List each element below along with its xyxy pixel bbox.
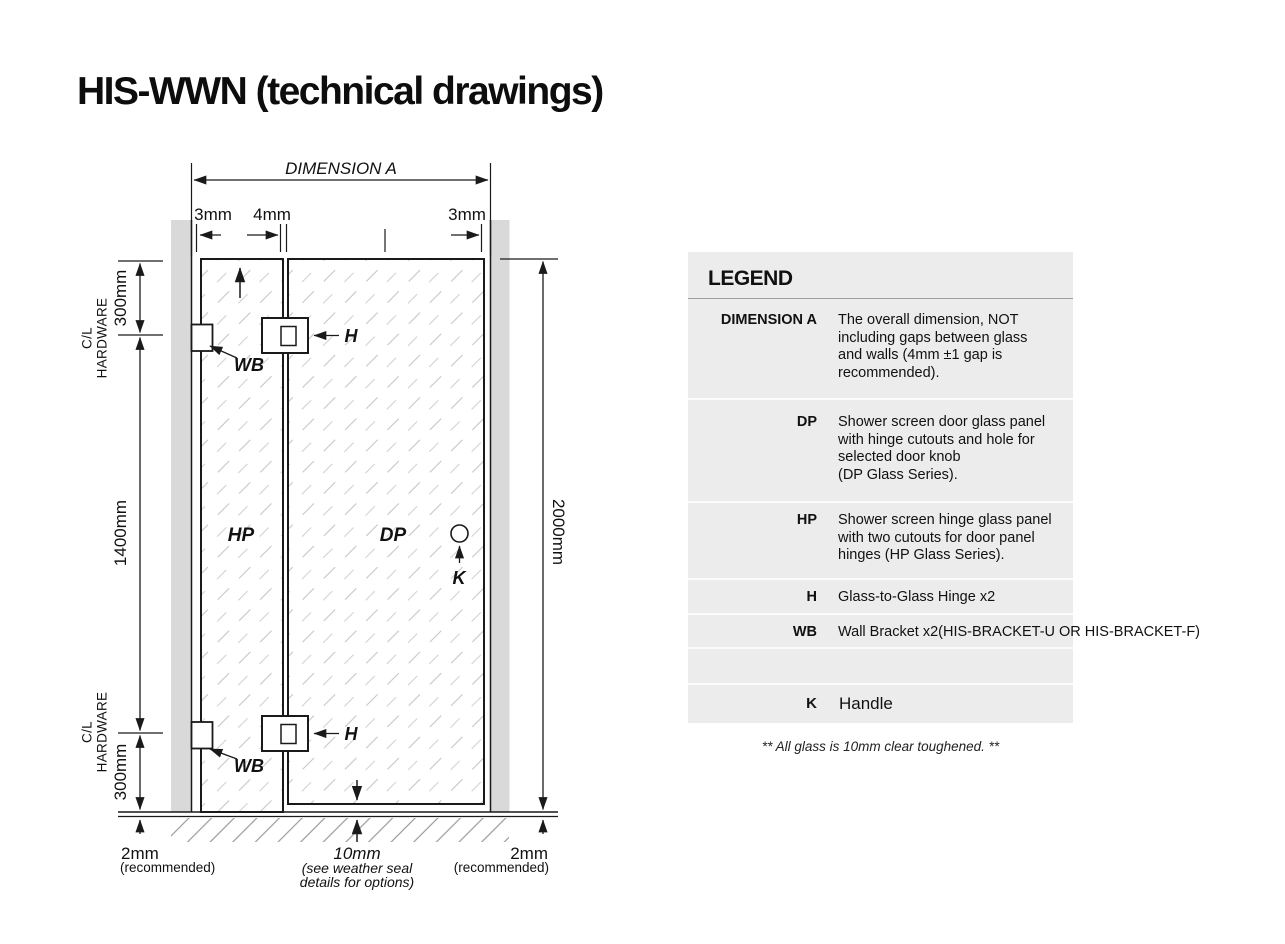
legend-desc-line: The overall dimension, NOT — [838, 312, 1019, 328]
legend-row-k — [688, 683, 1073, 723]
dimension-a — [192, 159, 491, 256]
legend-term: K — [806, 694, 817, 712]
cl-hardware-bottom-line1: C/L — [79, 721, 95, 743]
legend-term: DIMENSION A — [720, 312, 817, 328]
floor-gap-center-note1: (see weather seal — [301, 860, 413, 876]
floor-gap-left-label: 2mm — [121, 844, 159, 863]
bracket-bottom-label: WB — [234, 756, 264, 776]
legend-row-wb — [688, 613, 1201, 647]
bottom-gap-labels — [120, 844, 549, 890]
floor-gap-right-label: 2mm — [510, 844, 548, 863]
floor — [118, 812, 558, 842]
wall-right — [491, 220, 510, 812]
legend-desc-line: Shower screen door glass panel — [838, 414, 1046, 430]
legend-term: H — [806, 588, 817, 605]
legend-desc-line: including gaps between glass — [838, 329, 1028, 346]
legend-footnote: ** All glass is 10mm clear toughened. ** — [761, 739, 1000, 754]
cl-hardware-bottom-line2: HARDWARE — [94, 691, 110, 773]
hardware-top-offset-label: 300mm — [110, 269, 130, 327]
bracket-top-label: WB — [234, 355, 264, 375]
gap-wall-left-label: 3mm — [194, 205, 232, 224]
cl-hardware-top-line2: HARDWARE — [94, 297, 110, 379]
cl-hardware-top-line1: C/L — [79, 327, 95, 349]
legend-row-hp — [688, 501, 1073, 578]
legend-desc-line: with hinge cutouts and hole for — [838, 431, 1035, 448]
legend-desc-line: Shower screen hinge glass panel — [838, 512, 1052, 528]
hardware-bottom-offset-label: 300mm — [110, 743, 130, 801]
legend-row-dimension-a — [688, 299, 1073, 398]
legend-panel — [688, 252, 1201, 723]
legend-desc — [839, 694, 893, 714]
legend-desc — [838, 624, 1200, 642]
legend-desc-line: hinges (HP Glass Series). — [838, 547, 1005, 563]
legend-desc-line: Wall Bracket x2(HIS-BRACKET-U OR HIS-BRACKET-F) — [838, 624, 1201, 640]
legend-desc-line: (DP Glass Series). — [838, 466, 958, 483]
legend-desc-line: selected door knob — [838, 449, 961, 465]
legend-desc-line: recommended). — [838, 364, 940, 381]
legend-desc — [838, 414, 1045, 484]
floor-hatch — [171, 818, 509, 842]
left-dimensions — [80, 261, 163, 834]
floor-gap-center-label: 10mm — [333, 844, 381, 863]
legend-term: DP — [796, 414, 817, 430]
legend-row-dp — [688, 398, 1073, 501]
legend-row-blank — [688, 647, 1073, 683]
page-title: HIS-WWN (technical drawings) — [77, 70, 603, 113]
legend-desc — [838, 589, 995, 607]
floor-gap-left-note: (recommended) — [120, 860, 216, 875]
dp-panel-label: DP — [379, 525, 407, 546]
legend-desc — [838, 312, 1027, 382]
floor-gap-center-note2: details for options) — [299, 874, 415, 890]
top-gap-dimensions — [194, 205, 486, 252]
hardware-spacing-label: 1400mm — [110, 499, 130, 567]
hp-panel-label: HP — [227, 525, 255, 546]
wall-left — [171, 220, 192, 812]
legend-desc-line: and walls (4mm ±1 gap is — [838, 347, 1003, 363]
right-dimension — [500, 259, 568, 834]
legend-term: WB — [792, 624, 817, 640]
knob-label: K — [452, 568, 466, 588]
hinge-bottom-label: H — [344, 724, 358, 744]
hinge-top-label: H — [344, 326, 358, 346]
legend-desc-line: with two cutouts for door panel — [838, 529, 1035, 546]
gap-panels-label: 4mm — [253, 205, 291, 224]
floor-gap-right-note: (recommended) — [453, 860, 549, 875]
legend-heading: LEGEND — [688, 252, 1073, 299]
panel-height-label: 2000mm — [549, 498, 569, 566]
dimension-a-label: DIMENSION A — [285, 159, 397, 178]
legend-desc — [838, 512, 1052, 565]
gap-wall-right-label: 3mm — [448, 205, 486, 224]
legend-row-h — [688, 578, 1073, 614]
legend-term: HP — [796, 512, 817, 528]
legend-desc-line: Glass-to-Glass Hinge x2 — [838, 588, 996, 605]
legend-desc-line: Handle — [839, 693, 893, 713]
